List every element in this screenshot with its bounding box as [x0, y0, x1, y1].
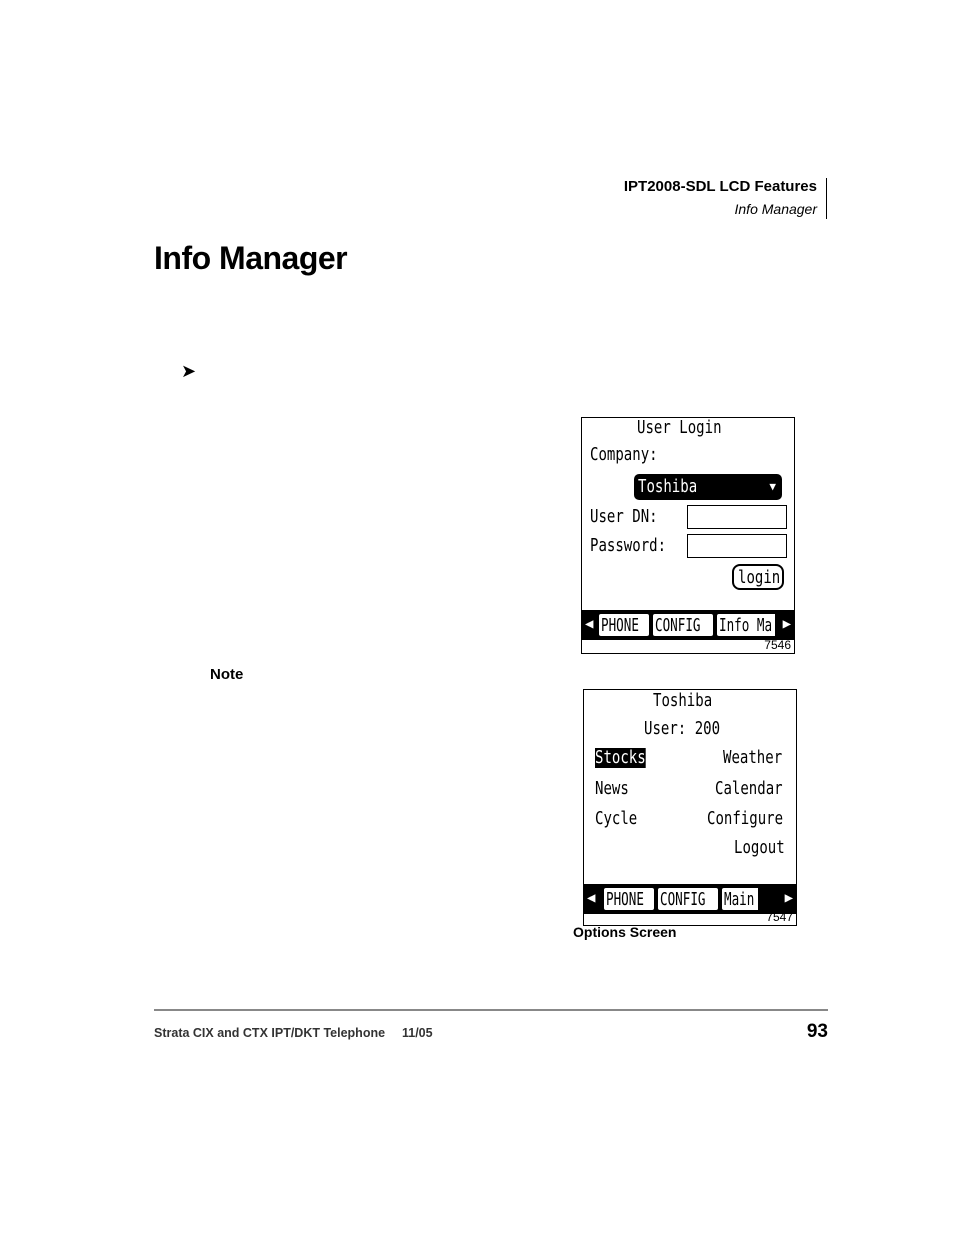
- tab-right-arrow-icon[interactable]: ▶: [784, 890, 793, 906]
- dropdown-caret-icon: ▼: [769, 480, 776, 493]
- note-label: Note: [210, 666, 244, 683]
- tab-main[interactable]: [721, 887, 759, 911]
- running-header-title: IPT2008-SDL LCD Features: [623, 178, 817, 195]
- company-value: Toshiba: [638, 476, 698, 497]
- bullet-arrow-icon: ➤: [181, 361, 197, 381]
- tab-label: CONFIG: [660, 889, 706, 910]
- password-field[interactable]: [687, 534, 787, 558]
- tab-label: Main: [724, 889, 755, 910]
- options-title: Toshiba: [653, 690, 713, 711]
- figure-number: 7546: [764, 638, 791, 652]
- menu-item-stocks[interactable]: Stocks: [595, 747, 646, 768]
- tab-phone[interactable]: [598, 613, 650, 637]
- figure-number: 7547: [766, 910, 793, 924]
- tab-config[interactable]: [657, 887, 719, 911]
- tab-label: PHONE: [606, 889, 644, 910]
- menu-item-logout[interactable]: Logout: [734, 837, 785, 858]
- tab-left-arrow-icon[interactable]: ◀: [587, 890, 596, 906]
- page-number: 93: [806, 1021, 828, 1042]
- tab-left-arrow-icon[interactable]: ◀: [585, 616, 594, 632]
- running-header-subtitle: Info Manager: [734, 201, 817, 217]
- tab-label: Info Ma: [719, 615, 773, 636]
- company-dropdown[interactable]: [634, 474, 782, 500]
- tab-bar: [584, 884, 796, 914]
- menu-item-news[interactable]: News: [595, 778, 629, 799]
- page-title: Info Manager: [154, 240, 348, 276]
- tab-label: PHONE: [601, 615, 639, 636]
- password-label: Password:: [590, 535, 667, 556]
- user-line: User: 200: [644, 718, 721, 739]
- tab-config[interactable]: [652, 613, 714, 637]
- user-dn-field[interactable]: [687, 505, 787, 529]
- user-dn-label: User DN:: [590, 506, 658, 527]
- menu-item-calendar[interactable]: Calendar: [715, 778, 783, 799]
- figure-caption: Options Screen: [573, 924, 677, 940]
- tab-phone[interactable]: [603, 887, 655, 911]
- login-button[interactable]: [732, 564, 784, 590]
- company-label: Company:: [590, 444, 658, 465]
- login-title: User Login: [637, 417, 722, 438]
- lcd-options-screen: [583, 689, 797, 926]
- lcd-login-screen: [581, 417, 795, 654]
- footer-manual-title: Strata CIX and CTX IPT/DKT Telephone: [154, 1026, 386, 1040]
- tab-right-arrow-icon[interactable]: ▶: [782, 616, 791, 632]
- menu-item-cycle[interactable]: Cycle: [595, 808, 638, 829]
- login-button-label: login: [738, 567, 781, 588]
- footer-date: 11/05: [402, 1026, 433, 1040]
- header-divider: [826, 178, 827, 219]
- tab-label: CONFIG: [655, 615, 701, 636]
- menu-item-weather[interactable]: Weather: [723, 747, 783, 768]
- menu-item-configure[interactable]: Configure: [707, 808, 784, 829]
- tab-bar: [582, 610, 794, 640]
- tab-info-manager[interactable]: [716, 613, 776, 637]
- footer-divider: [154, 1009, 828, 1011]
